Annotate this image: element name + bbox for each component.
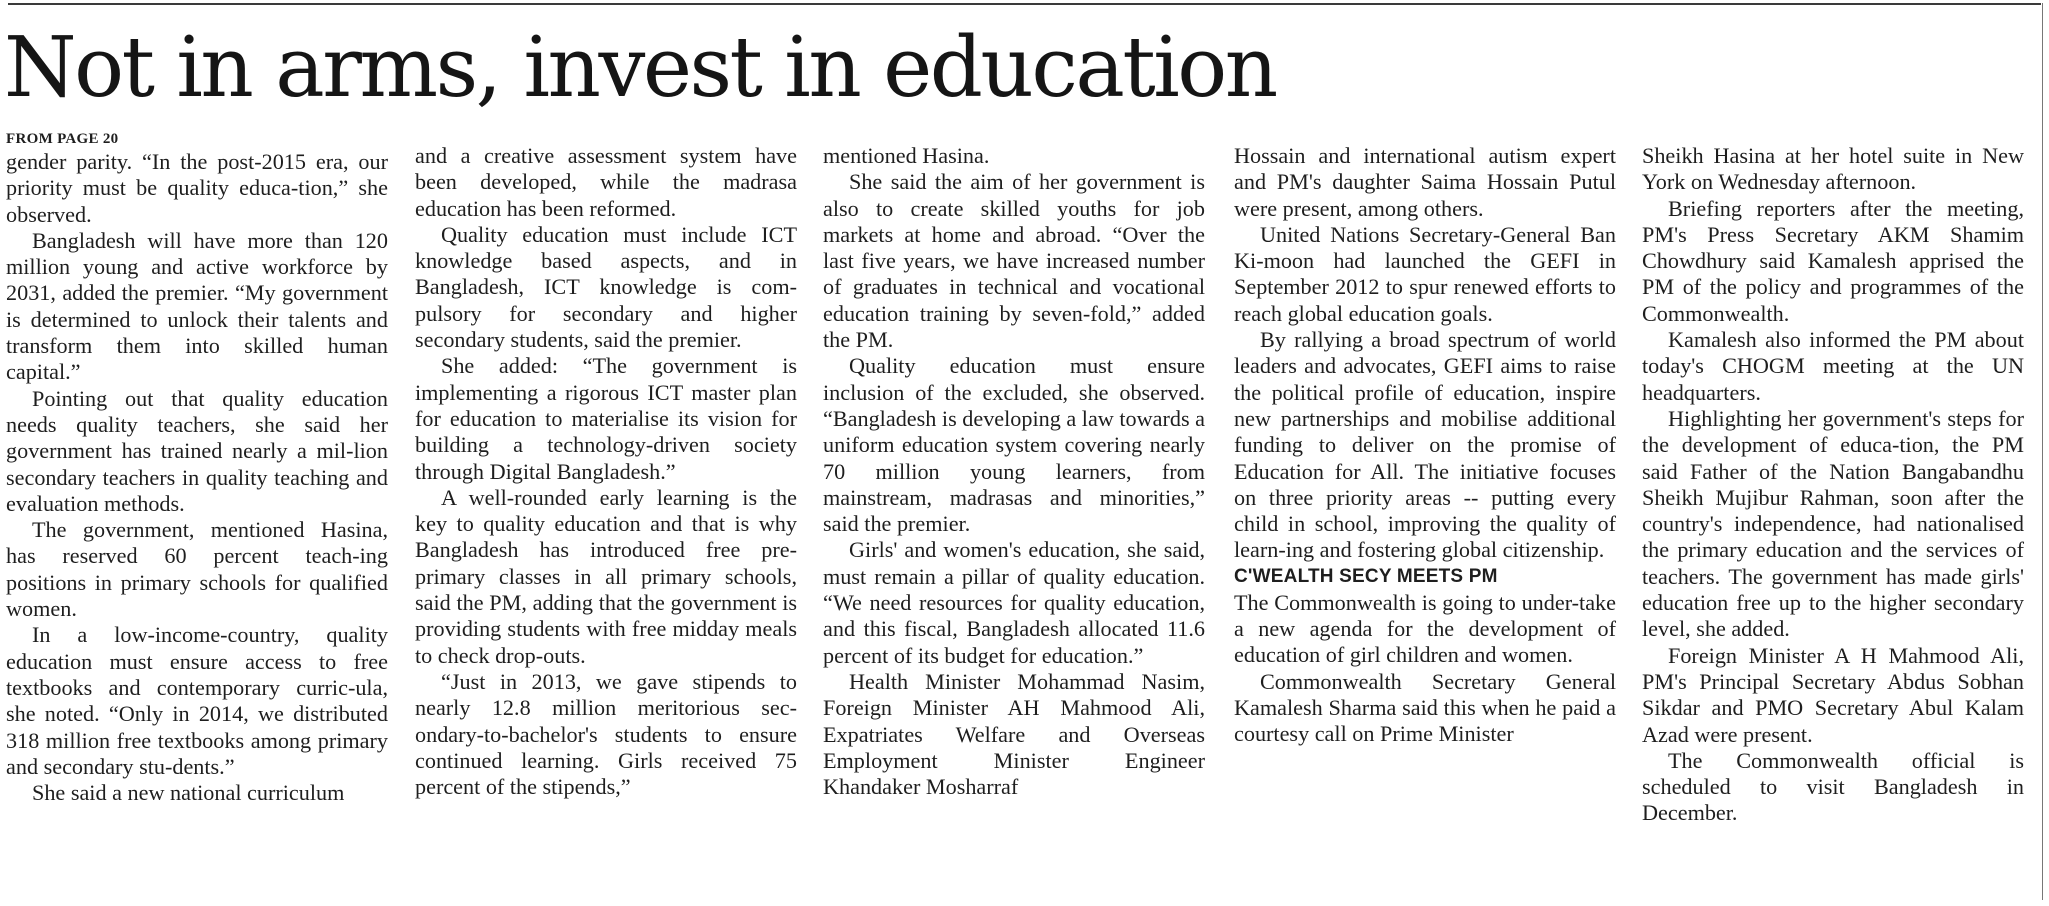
article-column-1 bbox=[6, 130, 388, 806]
paragraph: Pointing out that quality education needs quality teachers, she said her government has trained nearly a mil-lion secondary teachers in quality teaching and evaluation methods. bbox=[6, 385, 388, 516]
paragraph: In a low-income-country, quality education must ensure access to free textbooks and contemporary curric-ula, she noted. “Only in 2014, we distributed 318 million free textbooks among primary and secondary stu-dents.” bbox=[6, 622, 388, 779]
paragraph: Hossain and international autism expert and PM's daughter Saima Hossain Putul were present, among others. bbox=[1234, 143, 1616, 221]
paragraph: A well-rounded early learning is the key to quality education and that is why Bangladesh has introduced free pre-primary classes in all primary schools, said the PM, adding that the government is providing students with free midday meals to check drop-outs. bbox=[415, 484, 797, 668]
right-border bbox=[2042, 3, 2043, 900]
paragraph: The Commonwealth official is scheduled to visit Bangladesh in December. bbox=[1642, 747, 2024, 826]
paragraph: United Nations Secretary-General Ban Ki-moon had launched the GEFI in September 2012 to spur renewed efforts to reach global education goals. bbox=[1234, 221, 1616, 326]
paragraph: mentioned Hasina. bbox=[823, 143, 990, 168]
article-column-5 bbox=[1642, 143, 2024, 827]
jump-line: FROM PAGE 20 bbox=[6, 131, 119, 147]
paragraph: Briefing reporters after the meeting, PM's Press Secretary AKM Shamim Chowdhury said Kamalesh apprised the PM of the policy and programmes of the Commonwealth. bbox=[1642, 195, 2024, 326]
paragraph: She said the aim of her government is also to create skilled youths for job markets at home and abroad. “Over the last five years, we have increased number of graduates in technical and vocational education training by seven-fold,” added the PM. bbox=[823, 169, 1205, 353]
paragraph: Girls' and women's education, she said, must remain a pillar of quality education. “We need resources for quality education, and this fiscal, Bangladesh allocated 11.6 percent of its budget for education.” bbox=[823, 537, 1205, 668]
paragraph: Foreign Minister A H Mahmood Ali, PM's Principal Secretary Abdus Sobhan Sikdar and PMO Secretary Abul Kalam Azad were present. bbox=[1642, 642, 2024, 747]
paragraph: Highlighting her government's steps for the development of educa-tion, the PM said Father of the Nation Bangabandhu Sheikh Mujibur Rahman, soon after the country's independence, had nationalised the primary education and the services of teachers. The government has made girls' education free up to the higher secondary level, she added. bbox=[1642, 405, 2024, 642]
paragraph: By rallying a broad spectrum of world leaders and advocates, GEFI aims to raise the political profile of education, inspire new partnerships and mobilise additional funding to deliver on the promise of Education for All. The initiative focuses on three priority areas -- putting every child in school, improving the quality of learn-ing and fostering global citizenship. bbox=[1234, 327, 1616, 563]
paragraph: and a creative assessment system have been developed, while the madrasa education has been reformed. bbox=[415, 143, 797, 221]
paragraph: Quality education must ensure inclusion of the excluded, she observed. “Bangladesh is developing a law towards a uniform education system covering nearly 70 million young learners, from mainstream, madrasas and minorities,” said the premier. bbox=[823, 353, 1206, 537]
paragraph: She added: “The government is implementing a rigorous ICT master plan for education to materialise its vision for building a technology-driven society through Digital Bangladesh.” bbox=[415, 353, 797, 484]
paragraph: Commonwealth Secretary General Kamalesh Sharma said this when he paid a courtesy call on Prime Minister bbox=[1234, 668, 1616, 747]
paragraph: Bangladesh will have more than 120 million young and active workforce by 2031, added the premier. “My government is determined to unlock their talents and transform them into skilled human capital.” bbox=[6, 227, 388, 385]
paragraph: Kamalesh also informed the PM about today's CHOGM meeting at the UN headquarters. bbox=[1642, 327, 2024, 405]
paragraph: Health Minister Mohammad Nasim, Foreign Minister AH Mahmood Ali, Expatriates Welfare and Overseas Employment Minister Engineer Khandaker Mosharraf bbox=[823, 668, 1205, 800]
subheading: C'WEALTH SECY MEETS PM bbox=[1234, 565, 1498, 587]
paragraph: Quality education must include ICT knowledge based aspects, and in Bangladesh, ICT knowledge is com-pulsory for secondary and higher secondary students, said the premier. bbox=[415, 221, 797, 353]
paragraph: gender parity. “In the post-2015 era, our priority must be quality educa-tion,” she observed. bbox=[6, 149, 388, 227]
top-rule bbox=[8, 3, 2041, 5]
article-column-3 bbox=[823, 143, 1205, 800]
paragraph: The Commonwealth is going to under-take a new agenda for the development of education of girl children and women. bbox=[1234, 589, 1616, 668]
paragraph: She said a new national curriculum bbox=[32, 780, 345, 806]
paragraph: Sheikh Hasina at her hotel suite in New York on Wednesday afternoon. bbox=[1642, 143, 2024, 195]
paragraph: “Just in 2013, we gave stipends to nearly 12.8 million meritorious sec-ondary-to-bachelor's students to ensure continued learning. Girls received 75 percent of the stipends,” bbox=[415, 668, 797, 800]
article-column-4 bbox=[1234, 143, 1616, 748]
headline: Not in arms, invest in education bbox=[4, 19, 1276, 116]
paragraph: The government, mentioned Hasina, has reserved 60 percent teach-ing positions in primary schools for qualified women. bbox=[6, 517, 388, 622]
article-column-2 bbox=[415, 143, 797, 800]
